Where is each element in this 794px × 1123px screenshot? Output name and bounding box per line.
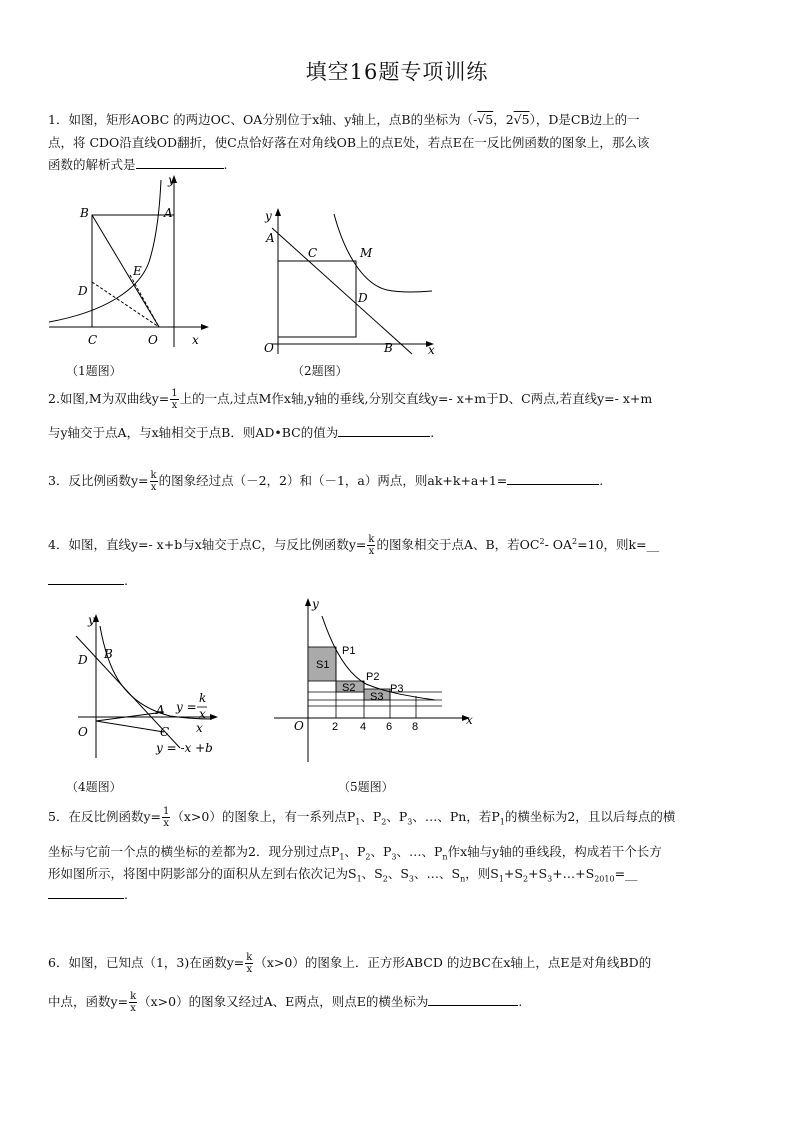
answer-blank[interactable] [136, 156, 224, 169]
fig4-label-y: y [88, 613, 95, 627]
fig5-label-o: O [294, 719, 304, 733]
fig1-label-x: x [192, 333, 199, 347]
fig5-label-s1: S1 [316, 659, 330, 671]
fraction-k-over-x: $\frac{k}{x}$ [130, 991, 137, 1014]
fig4-caption: （4题图） [66, 780, 122, 794]
fig2-label-b: B [384, 341, 393, 355]
q4-line1: 4．如图，直线y=- x+b与x轴交于点C，与反比例函数y= $\frac{k}{x}$ 的图象相交于点A、B，若$OC^2-$ $OA^2=10$，则k=__ [48, 534, 660, 557]
fig5-label-p2: P2 [366, 671, 380, 683]
q5-line1: 5．在反比例函数y= $\frac{1}{x}$ （x>0）的图象上，有一系列点$P_1$、$P_2$、$P_3$、…、Pn，若$P_1$的横坐标为2，且以后每点的横 [48, 806, 676, 829]
fig2-label-c: C [308, 246, 318, 260]
fig5-label-y: y [312, 597, 319, 611]
q5-line4: . [48, 886, 128, 902]
fig2-label-x: x [428, 343, 435, 357]
fig4-label-b: B [104, 647, 113, 661]
fraction-k-over-x: $\frac{k}{x}$ [150, 470, 157, 493]
fraction-k-over-x: $\frac{k}{x}$ [246, 952, 253, 975]
fig5-label-x: x [466, 713, 473, 727]
fig5-caption: （5题图） [338, 780, 394, 794]
figure-1 [44, 172, 214, 352]
fig1-label-d: D [78, 284, 88, 298]
sqrt-5: √5 [477, 112, 494, 127]
fig4-curve-x: x [199, 707, 206, 721]
fig1-label-e: E [133, 264, 142, 278]
fig2-label-d: D [358, 291, 368, 305]
figure-2 [262, 206, 442, 356]
q6-line2: 中点，函数y= $\frac{k}{x}$ （x>0）的图象又经过A、E两点，则点E的横坐标为 . [48, 991, 523, 1014]
fig1-label-b: B [80, 206, 89, 220]
q6-line1: 6．如图，已知点（1，3)在函数y= $\frac{k}{x}$ （x>0）的图象上．正方形ABCD 的边BC在x轴上，点E是对角线BD的 [48, 952, 652, 975]
page-title: 填空16题专项训练 [305, 60, 489, 84]
fig4-line-label: y = -x +b [156, 741, 213, 755]
fig2-label-m: M [360, 246, 373, 260]
q4-line2: . [48, 572, 128, 588]
fig1-label-a: A [164, 206, 173, 220]
q1-line1: 1．如图，矩形AOBC 的两边OC、OA分别位于x轴、y轴上，点B的坐标为（-√5，2√5），D是CB边上的一 [48, 112, 640, 127]
fig5-label-p3: P3 [390, 683, 404, 695]
fig1-label-y: y [168, 173, 175, 187]
figure-5 [270, 596, 480, 766]
fig5-tick-2: 2 [332, 721, 339, 733]
fig5-tick-8: 8 [412, 721, 419, 733]
figure-4 [72, 612, 222, 762]
q2-line1: 2.如图,M为双曲线y= $\frac{1}{x}$ 上的一点,过点M作x轴,y轴的垂线,分别交直线y=- x+m于D、C两点,若直线y=- x+m [48, 388, 653, 411]
fig4-label-d: D [78, 653, 88, 667]
fig2-label-o: O [264, 341, 274, 355]
sqrt-5-b: √5 [513, 112, 530, 127]
fig2-label-a: A [266, 231, 275, 245]
fig5-label-s3: S3 [370, 691, 384, 703]
fig2-caption: （2题图） [292, 364, 348, 378]
fig4-label-c: C [160, 725, 170, 739]
answer-blank[interactable] [338, 424, 430, 437]
fig4-label-a: A [156, 703, 165, 717]
fig1-caption: （1题图） [66, 364, 122, 378]
answer-blank[interactable] [48, 572, 124, 585]
answer-blank[interactable] [48, 886, 124, 899]
fraction-1-over-x: $\frac{1}{x}$ [171, 388, 178, 411]
q1-line2: 点，将 CDO沿直线OD翻折，使C点恰好落在对角线OB上的点E处，若点E在一反比例函数的图象上，那么该 [48, 135, 650, 150]
fig4-curve-k: k [199, 691, 207, 705]
q1-line3: 函数的解析式是 . [48, 157, 228, 172]
fig5-label-s2: S2 [342, 682, 356, 694]
fig5-tick-6: 6 [386, 721, 393, 733]
fig4-label-x: x [196, 721, 203, 735]
answer-blank[interactable] [428, 993, 518, 1006]
fig5-label-p1: P1 [342, 645, 356, 657]
answer-blank[interactable] [507, 472, 599, 485]
fraction-k-over-x: $\frac{k}{x}$ [368, 534, 375, 557]
fraction-1-over-x: $\frac{1}{x}$ [163, 806, 170, 829]
fig1-label-c: C [88, 333, 98, 347]
fig4-label-o: O [78, 725, 88, 739]
q3-line1: 3．反比例函数y= $\frac{k}{x}$ 的图象经过点（－2，2）和（－1，a）两点，则ak+k+a+1= . [48, 470, 604, 493]
fig4-curve-label: y = [176, 700, 197, 714]
fig1-label-o: O [148, 333, 158, 347]
fig5-tick-4: 4 [360, 721, 367, 733]
q2-line2: 与y轴交于点A，与x轴相交于点B．则AD•BC的值为 . [48, 425, 435, 440]
fig2-label-y: y [265, 209, 272, 223]
q5-line2: 坐标与它前一个点的横坐标的差都为2．现分别过点$P_1$、$P_2$、$P_3$、…、$P_n$作x轴与y轴的垂线段，构成若干个长方 [48, 844, 662, 862]
q5-line3: 形如图所示，将图中阴影部分的面积从左到右依次记为$S_1$、$S_2$、$S_3$、…、$S_n$，则$S_1+S_2+S_3+\dots+S_{2010}=\_\_$ [48, 866, 638, 884]
